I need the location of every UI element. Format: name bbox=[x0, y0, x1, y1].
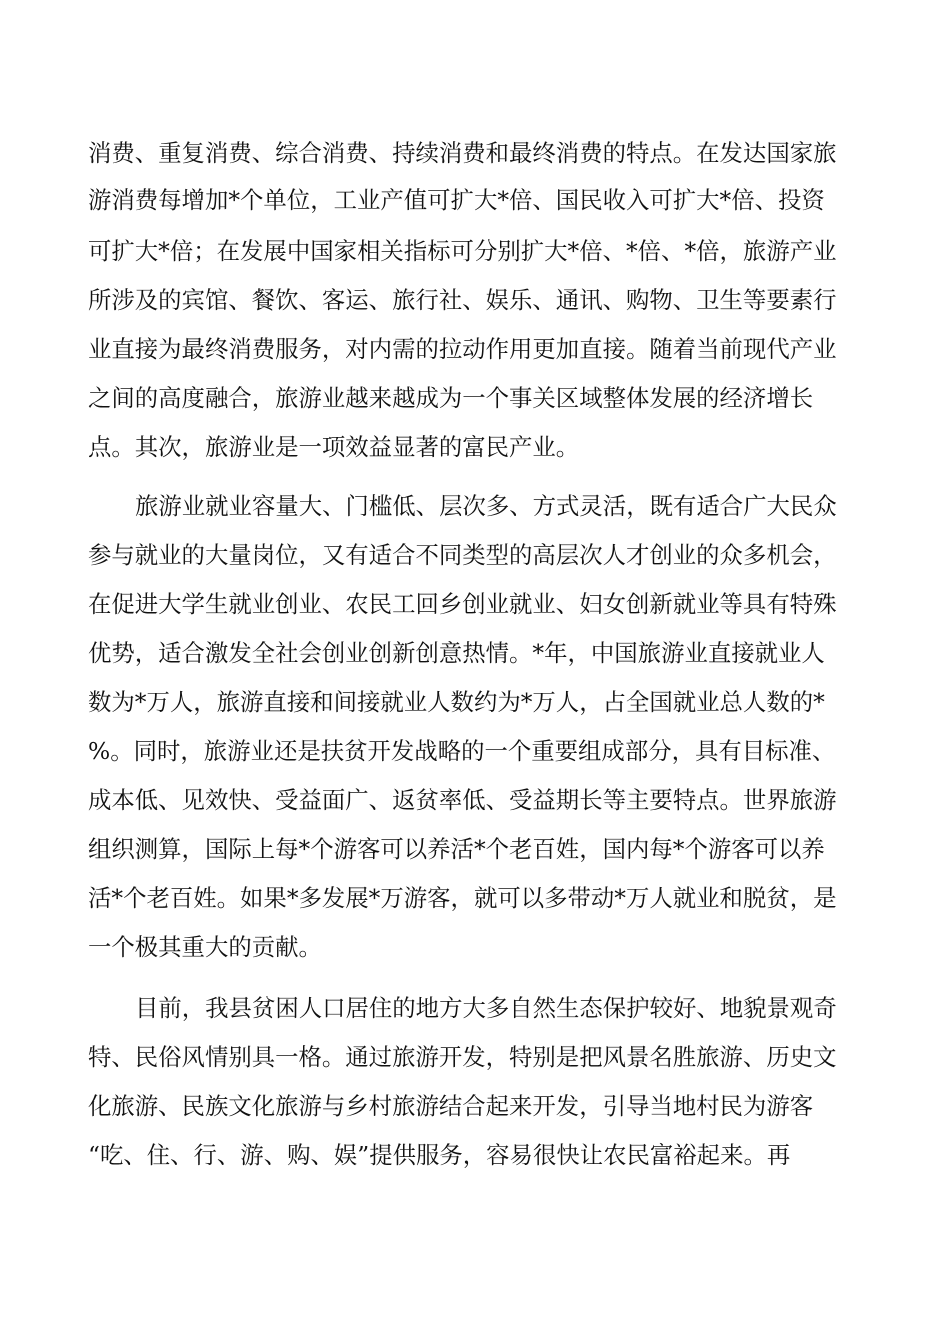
paragraph-2-line-1: 旅游业就业容量大、门槛低、层次多、方式灵活，既有适合广大民众 bbox=[135, 492, 837, 520]
paragraph-1-line-4: 所涉及的宾馆、餐饮、客运、旅行社、娱乐、通讯、购物、卫生等要素行 bbox=[88, 286, 837, 314]
paragraph-3-line-4: “吃、住、行、游、购、娱”提供服务，容易很快让农民富裕起来。再 bbox=[88, 1141, 791, 1169]
paragraph-3-line-1: 目前，我县贫困人口居住的地方大多自然生态保护较好、地貌景观奇 bbox=[135, 994, 837, 1022]
paragraph-2-line-10: 一个极其重大的贡献。 bbox=[88, 933, 322, 961]
paragraph-1-line-6: 之间的高度融合，旅游业越来越成为一个事关区域整体发展的经济增长 bbox=[88, 384, 814, 412]
paragraph-2-line-9: 活*个老百姓。如果*多发展*万游客，就可以多带动*万人就业和脱贫，是 bbox=[88, 884, 837, 912]
paragraph-2-line-2: 参与就业的大量岗位，又有适合不同类型的高层次人才创业的众多机会， bbox=[88, 541, 837, 569]
paragraph-2-line-3: 在促进大学生就业创业、农民工回乡创业就业、妇女创新就业等具有特殊 bbox=[88, 590, 837, 618]
paragraph-2-line-8: 组织测算，国际上每*个游客可以养活*个老百姓，国内每*个游客可以养 bbox=[88, 835, 825, 863]
paragraph-1-line-7: 点。其次，旅游业是一项效益显著的富民产业。 bbox=[88, 433, 580, 461]
paragraph-3-line-2: 特、民俗风情别具一格。通过旅游开发，特别是把风景名胜旅游、历史文 bbox=[88, 1043, 837, 1071]
paragraph-1-line-5: 业直接为最终消费服务，对内需的拉动作用更加直接。随着当前现代产业 bbox=[88, 335, 837, 363]
paragraph-2-line-6: %。同时，旅游业还是扶贫开发战略的一个重要组成部分，具有目标准、 bbox=[88, 737, 836, 765]
paragraph-1-line-3: 可扩大*倍；在发展中国家相关指标可分别扩大*倍、*倍、*倍，旅游产业 bbox=[88, 237, 837, 265]
paragraph-2-line-7: 成本低、见效快、受益面广、返贫率低、受益期长等主要特点。世界旅游 bbox=[88, 786, 837, 814]
paragraph-2-line-4: 优势，适合激发全社会创业创新创意热情。*年，中国旅游业直接就业人 bbox=[88, 639, 825, 667]
paragraph-1-line-2: 游消费每增加*个单位，工业产值可扩大*倍、国民收入可扩大*倍、投资 bbox=[88, 186, 825, 214]
paragraph-3-line-3: 化旅游、民族文化旅游与乡村旅游结合起来开发，引导当地村民为游客 bbox=[88, 1092, 814, 1120]
paragraph-1-line-1: 消费、重复消费、综合消费、持续消费和最终消费的特点。在发达国家旅 bbox=[88, 139, 837, 167]
paragraph-2-line-5: 数为*万人，旅游直接和间接就业人数约为*万人，占全国就业总人数的* bbox=[88, 688, 825, 716]
